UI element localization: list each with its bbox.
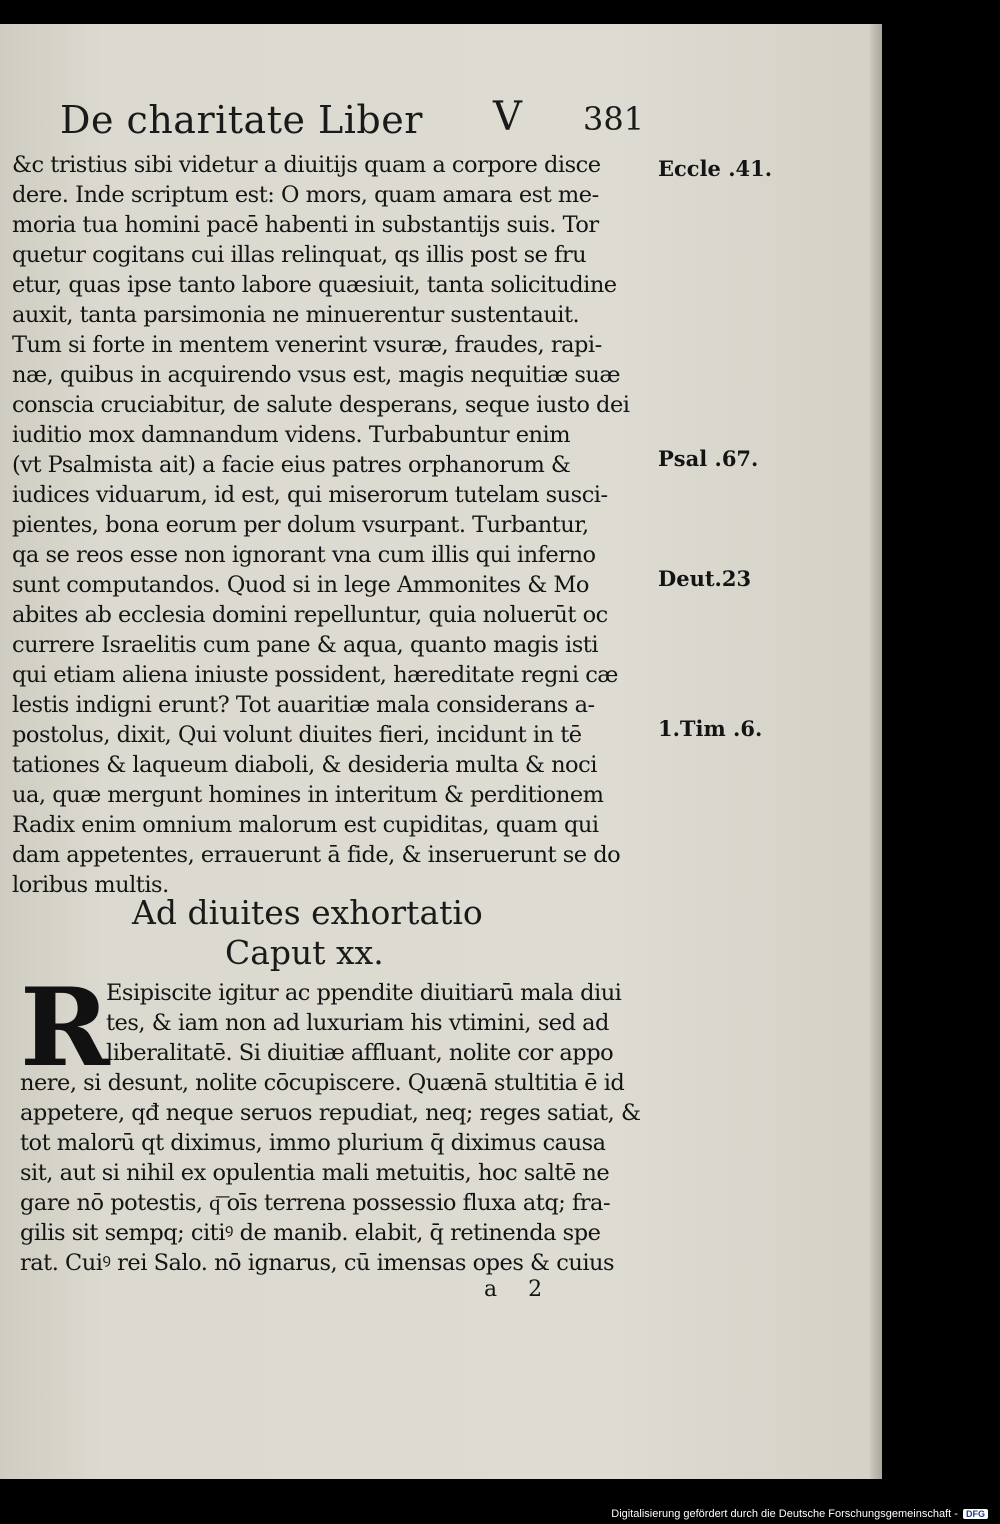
text-line: auxit, tanta parsimonia ne minuerentur sustentauit. <box>12 302 580 328</box>
text-line: rat. Cuiꝰ rei Salo. nō ignarus, cū imensas opes & cuius <box>20 1250 615 1276</box>
signature-mark: a 2 <box>484 1277 555 1302</box>
text-line: liberalitatē. Si diuitiæ affluant, nolite cor appo <box>106 1040 614 1066</box>
text-line: Esipiscite igitur ac ppendite diuitiarū mala diui <box>106 980 622 1006</box>
text-line: pientes, bona eorum per dolum vsurpant. Turbantur, <box>12 512 589 538</box>
text-line: quetur cogitans cui illas relinquat, qs illis post se fru <box>12 242 587 268</box>
text-line: loribus multis. <box>12 872 169 898</box>
text-line: etur, quas ipse tanto labore quæsiuit, tanta solicitudine <box>12 272 617 298</box>
running-head-volume: V <box>493 94 522 140</box>
text-line: tes, & iam non ad luxuriam his vtimini, sed ad <box>106 1010 609 1036</box>
text-line: sunt computandos. Quod si in lege Ammonites & Mo <box>12 572 589 598</box>
drop-cap: R <box>20 965 110 1091</box>
text-line: gare nō potestis, q͞ oīs terrena possessio fluxa atq; fra- <box>20 1190 611 1216</box>
text-line: Radix enim omnium malorum est cupiditas, quam qui <box>12 812 599 838</box>
text-line: Tum si forte in mentem venerint vsuræ, fraudes, rapi- <box>12 332 602 358</box>
running-head-title: De charitate Liber <box>60 98 423 142</box>
dfg-logo: DFG <box>963 1509 988 1519</box>
folio-number: 381 <box>583 100 645 138</box>
chapter-text <box>20 965 660 1278</box>
margin-note: Psal .67. <box>658 446 759 471</box>
text-line: næ, quibus in acquirendo vsus est, magis nequitiæ suæ <box>12 362 621 388</box>
footer-text: Digitalisierung gefördert durch die Deutsche Forschungsgemeinschaft - <box>611 1508 958 1520</box>
page-edge <box>870 24 882 1479</box>
text-line: currere Israelitis cum pane & aqua, quanto magis isti <box>12 632 599 658</box>
text-line: sit, aut si nihil ex opulentia mali metuitis, hoc saltē ne <box>20 1160 610 1186</box>
text-line: abites ab ecclesia domini repelluntur, quia noluerūt oc <box>12 602 608 628</box>
chapter-number: Caput xx. <box>225 933 384 972</box>
text-line: &c tristius sibi videtur a diuitijs quam a corpore disce <box>12 152 601 178</box>
margin-note: Eccle .41. <box>658 156 773 181</box>
text-line: ua, quæ mergunt homines in interitum & perditionem <box>12 782 604 808</box>
footer-credit <box>611 1508 988 1520</box>
text-line: gilis sit sempq; citiꝰ de manib. elabit, q̄ retinenda spe <box>20 1220 601 1246</box>
text-line: tot malorū qt diximus, immo plurium q̄ diximus causa <box>20 1130 606 1156</box>
text-line: (vt Psalmista ait) a facie eius patres orphanorum & <box>12 452 571 478</box>
text-line: qa se reos esse non ignorant vna cum illis qui inferno <box>12 542 596 568</box>
running-head <box>55 80 675 150</box>
text-line: iudices viduarum, id est, qui miserorum tutelam susci- <box>12 482 608 508</box>
margin-note: 1.Tim .6. <box>658 716 763 741</box>
text-line: moria tua homini pacē habenti in substantijs suis. Tor <box>12 212 599 238</box>
text-line: dere. Inde scriptum est: O mors, quam amara est me- <box>12 182 599 208</box>
text-line: nere, si desunt, nolite cōcupiscere. Quænā stultitia ē id <box>20 1070 625 1096</box>
text-line: dam appetentes, errauerunt ā fide, & inseruerunt se do <box>12 842 621 868</box>
text-line: lestis indigni erunt? Tot auaritiæ mala considerans a- <box>12 692 595 718</box>
text-line: conscia cruciabitur, de salute desperans, seque iusto dei <box>12 392 630 418</box>
text-line: tationes & laqueum diaboli, & desideria multa & noci <box>12 752 597 778</box>
text-line: appetere, qđ neque seruos repudiat, neq; reges satiat, & <box>20 1100 641 1126</box>
margin-note: Deut.23 <box>658 566 752 591</box>
body-text <box>12 150 652 900</box>
text-line: qui etiam aliena iniuste possident, hæreditate regni cæ <box>12 662 618 688</box>
text-line: postolus, dixit, Qui volunt diuites fieri, incidunt in tē <box>12 722 582 748</box>
text-line: iuditio mox damnandum videns. Turbabuntur enim <box>12 422 571 448</box>
chapter-heading: Ad diuites exhortatio <box>132 893 483 932</box>
